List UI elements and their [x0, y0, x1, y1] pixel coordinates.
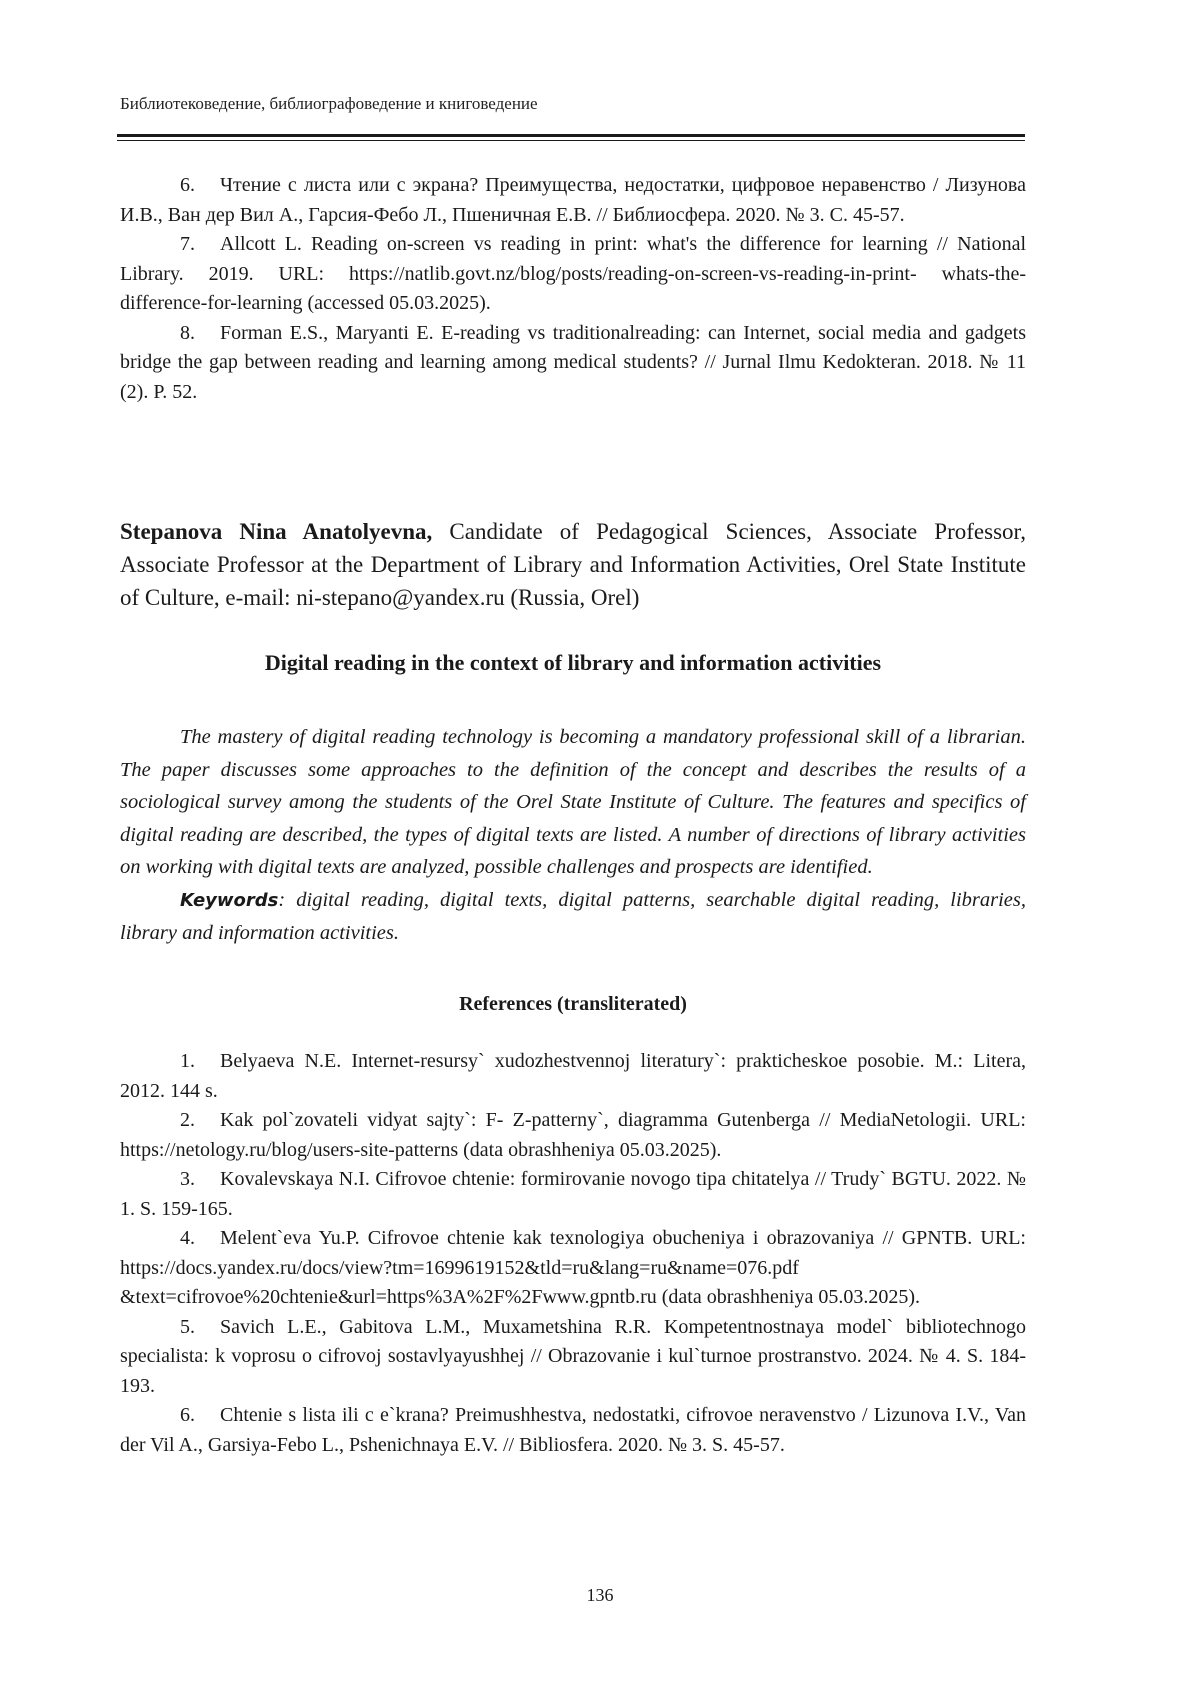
reference-item: [120, 1047, 1026, 1106]
header-rule-thick: [117, 134, 1025, 137]
reference-text: Belyaeva N.E. Internet-resursy` xudozhestvennoj literatury`: prakticheskoe posobie. M.: Litera, 2012. 144 s.: [120, 1050, 1026, 1102]
article-title: Digital reading in the context of library and information activities: [264, 650, 882, 675]
keywords-text: : digital reading, digital texts, digital patterns, searchable digital reading, libraries, library and information activities.: [120, 888, 1026, 944]
abstract-text: The mastery of digital reading technology is becoming a mandatory professional skill of a librarian. The paper discusses some approaches to the definition of the concept and describes the results of a sociological survey among the students of the Orel State Institute of Culture. The features and specifics of digital reading are described, the types of digital texts are listed. A number of directions of library activities on working with digital texts are analyzed, possible challenges and prospects are identified.: [120, 726, 1026, 878]
author-name: Stepanova Nina Anatolyevna,: [120, 519, 433, 544]
author-details: Candidate of Pedagogical Sciences, Associate Professor, Associate Professor at the Department of Library and Information Activities, Orel State Institute of Culture, e-mail: ni-stepano@yandex.ru (Russia, Orel): [120, 519, 1027, 610]
reference-number: 8.: [180, 321, 195, 344]
reference-text: Allcott L. Reading on-screen vs reading in print: what's the difference for learning // National Library. 2019. URL: https://natlib.govt.nz/blog/posts/reading-on-screen-vs-reading-in-print- whats-the-difference-for-learning (accessed 05.03.2025).: [120, 233, 1026, 314]
reference-item: [120, 171, 1026, 230]
reference-item: [120, 230, 1026, 319]
reference-text: Savich L.E., Gabitova L.M., Muxametshina R.R. Kompetentnostnaya model` bibliotechnogo specialista: k voprosu o cifrovoj sostavlyayushhej // Obrazovanie i kul`turnoe prostranstvo. 2024. № 4. S. 184-193.: [120, 1315, 1026, 1397]
keywords: [120, 884, 1026, 950]
author-info: [120, 515, 1026, 614]
reference-number: 7.: [180, 233, 195, 255]
references-transliterated-list: [120, 1047, 1026, 1460]
reference-text: Forman E.S., Maryanti E. E-reading vs traditionalreading: can Internet, social media and gadgets bridge the gap between reading and learning among medical students? // Jurnal Ilmu Kedokteran. 2018. № 11 (2). P. 52.: [120, 321, 1026, 403]
reference-text: Kovalevskaya N.I. Cifrovoe chtenie: formirovanie novogo tipa chitatelya // Trudy` BGTU. 2022. № 1. S. 159-165.: [120, 1168, 1026, 1220]
references-list-continued: [120, 171, 1026, 407]
reference-number: 4.: [180, 1227, 195, 1249]
reference-item: [120, 1313, 1026, 1402]
abstract-block: [120, 721, 1026, 950]
reference-item: [120, 319, 1026, 408]
reference-number: 1.: [180, 1050, 195, 1072]
reference-text: Kak pol`zovateli vidyat sajty`: F- Z-patterny`, diagramma Gutenberga // MediaNetologii. URL: https://netology.ru/blog/users-site-patterns (data obrashheniya 05.03.2025).: [120, 1109, 1026, 1161]
page-number: 136: [586, 1585, 614, 1605]
reference-item: [120, 1165, 1026, 1224]
reference-number: 6.: [180, 174, 195, 196]
reference-item: [120, 1224, 1026, 1313]
running-header: Библиотековедение, библиографоведение и книговедение: [120, 94, 538, 113]
reference-text: Melent`eva Yu.P. Cifrovoe chtenie kak texnologiya obucheniya i obrazovaniya // GPNTB. URL: https://docs.yandex.ru/docs/view?tm=1699619152&tld=ru&lang=ru&name=076.pdf &text=cifrovoe%20chtenie&url=https%3A%2F%2Fwww.gpntb.ru (data obrashheniya 05.03.2025).: [120, 1227, 1026, 1308]
reference-text: Чтение с листа или с экрана? Преимущества, недостатки, цифровое неравенство / Лизунова И.В., Ван дер Вил А., Гарсия-Фебо Л., Пшеничная Е.В. // Библиосфера. 2020. № 3. С. 45-57.: [120, 174, 1026, 226]
reference-item: [120, 1106, 1026, 1165]
reference-number: 5.: [180, 1315, 195, 1338]
reference-number: 2.: [180, 1109, 195, 1131]
reference-text: Chtenie s lista ili c e`krana? Preimushhestva, nedostatki, cifrovoe neravenstvo / Lizunova I.V., Van der Vil A., Garsiya-Febo L., Pshenichnaya E.V. // Bibliosfera. 2020. № 3. S. 45-57.: [120, 1404, 1026, 1456]
reference-number: 6.: [180, 1404, 195, 1426]
reference-item: [120, 1401, 1026, 1460]
references-heading: References (transliterated): [459, 993, 687, 1015]
keywords-label: Keywords: [180, 889, 279, 911]
reference-number: 3.: [180, 1168, 195, 1190]
header-rule-thin: [117, 140, 1025, 141]
